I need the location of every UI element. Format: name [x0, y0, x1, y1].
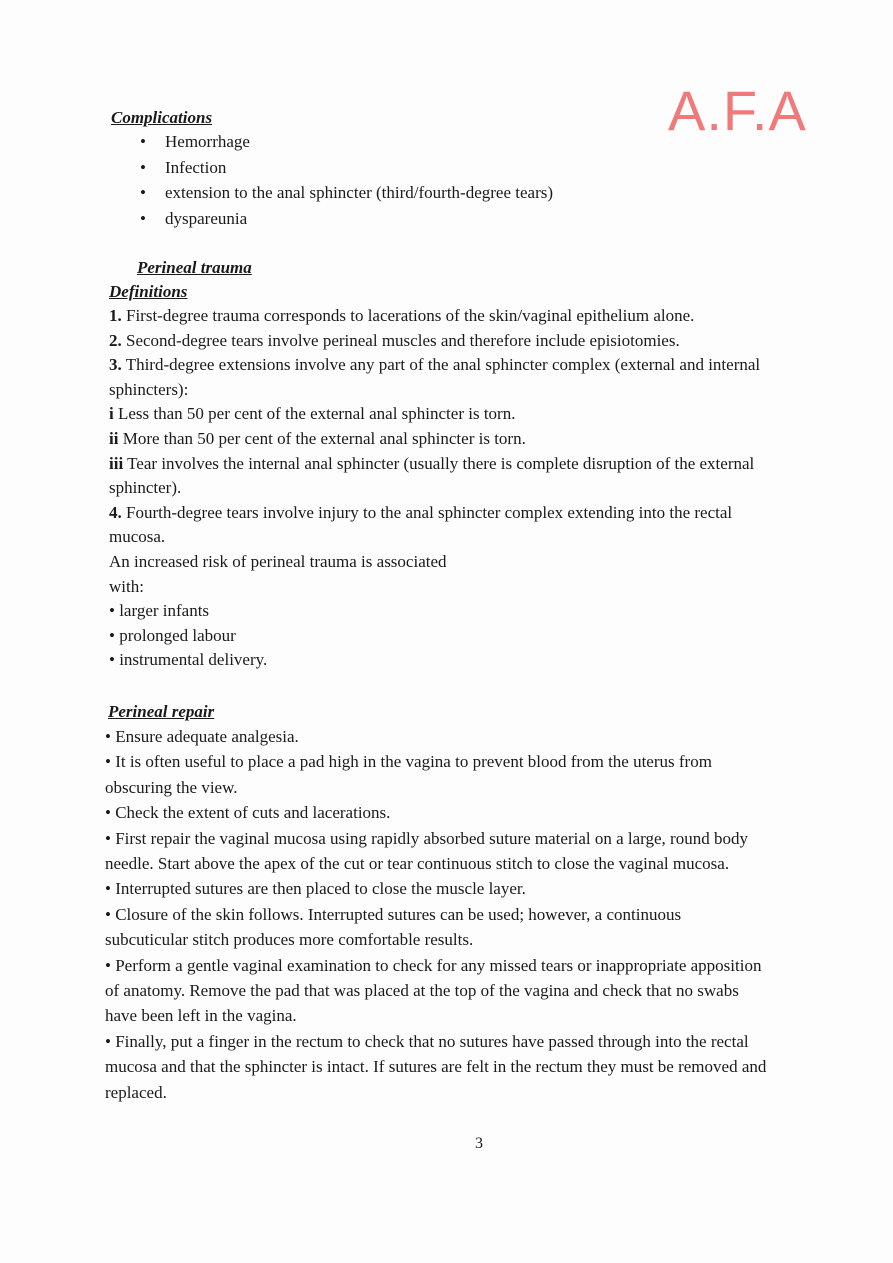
repair-line: mucosa and that the sphincter is intact. If sutures are felt in the rectum they must be removed and — [105, 1057, 767, 1077]
definition-3iii — [109, 452, 760, 477]
definitions-heading: Definitions — [109, 282, 188, 301]
complications-heading: Complications — [111, 108, 213, 127]
definition-2 — [109, 329, 760, 354]
definition-number: 4. — [109, 502, 122, 522]
definition-3-cont: sphincters): — [109, 379, 189, 399]
risk-intro-cont: with: — [109, 576, 144, 596]
definition-3ii — [109, 427, 760, 452]
repair-line: subcuticular stitch produces more comfortable results. — [105, 930, 474, 950]
repair-line: • Closure of the skin follows. Interrupted sutures can be used; however, a continuous — [105, 904, 682, 924]
definition-3i — [109, 402, 760, 427]
definition-number: i — [109, 404, 114, 424]
list-item: • dyspareunia — [140, 206, 553, 232]
repair-line: • First repair the vaginal mucosa using rapidly absorbed suture material on a large, round body — [105, 828, 748, 848]
definition-text: Third-degree extensions involve any part of the anal sphincter complex (external and internal — [121, 355, 761, 375]
page-number: 3 — [475, 1135, 483, 1152]
list-item: • instrumental delivery. — [109, 650, 268, 670]
repair-line: replaced. — [105, 1082, 167, 1102]
perineal-repair-block — [105, 724, 766, 1105]
definition-number: iii — [109, 453, 124, 473]
repair-line: • Check the extent of cuts and lacerations. — [105, 803, 391, 823]
definition-number: ii — [109, 428, 119, 448]
repair-line: needle. Start above the apex of the cut or tear continuous stitch to close the vaginal mucosa. — [105, 854, 730, 874]
repair-line: • It is often useful to place a pad high in the vagina to prevent blood from the uterus from — [105, 752, 712, 772]
definition-4 — [109, 501, 760, 526]
repair-line: • Finally, put a finger in the rectum to check that no sutures have passed through into the rectal — [105, 1031, 749, 1051]
definition-number: 3. — [109, 355, 122, 375]
repair-line: of anatomy. Remove the pad that was placed at the top of the vagina and check that no swabs — [105, 981, 739, 1001]
definition-3iii-cont: sphincter). — [109, 478, 182, 498]
definition-4-cont: mucosa. — [109, 527, 166, 547]
list-item: • prolonged labour — [109, 625, 236, 645]
complications-list — [140, 129, 553, 231]
perineal-trauma-heading: Perineal trauma — [137, 258, 252, 277]
definition-text: First-degree trauma corresponds to lacerations of the skin/vaginal epithelium alone. — [121, 306, 695, 325]
definition-text: Less than 50 per cent of the external anal sphincter is torn. — [113, 404, 516, 424]
definition-text: Tear involves the internal anal sphincter (usually there is complete disruption of the external — [123, 453, 755, 473]
list-item: • Hemorrhage — [140, 129, 553, 155]
risk-intro: An increased risk of perineal trauma is associated — [109, 551, 447, 571]
definition-number: 2. — [109, 330, 122, 350]
definition-number: 1. — [109, 306, 122, 325]
repair-line: • Interrupted sutures are then placed to close the muscle layer. — [105, 879, 526, 899]
perineal-repair-heading: Perineal repair — [108, 702, 215, 721]
list-item: • larger infants — [109, 601, 210, 621]
repair-line: have been left in the vagina. — [105, 1006, 297, 1026]
definition-text: Second-degree tears involve perineal muscles and therefore include episiotomies. — [121, 330, 680, 350]
list-item: • extension to the anal sphincter (third/fourth-degree tears) — [140, 180, 553, 206]
definition-1 — [109, 304, 760, 329]
definitions-block — [109, 304, 760, 673]
list-item: • Infection — [140, 155, 553, 181]
watermark-logo: A.F.A — [668, 79, 807, 142]
definition-text: Fourth-degree tears involve injury to the anal sphincter complex extending into the rectal — [121, 502, 733, 522]
repair-line: • Ensure adequate analgesia. — [105, 727, 299, 746]
definition-text: More than 50 per cent of the external anal sphincter is torn. — [118, 428, 526, 448]
definition-3 — [109, 353, 760, 378]
repair-line: • Perform a gentle vaginal examination to check for any missed tears or inappropriate apposition — [105, 955, 762, 975]
repair-line: obscuring the view. — [105, 777, 238, 797]
